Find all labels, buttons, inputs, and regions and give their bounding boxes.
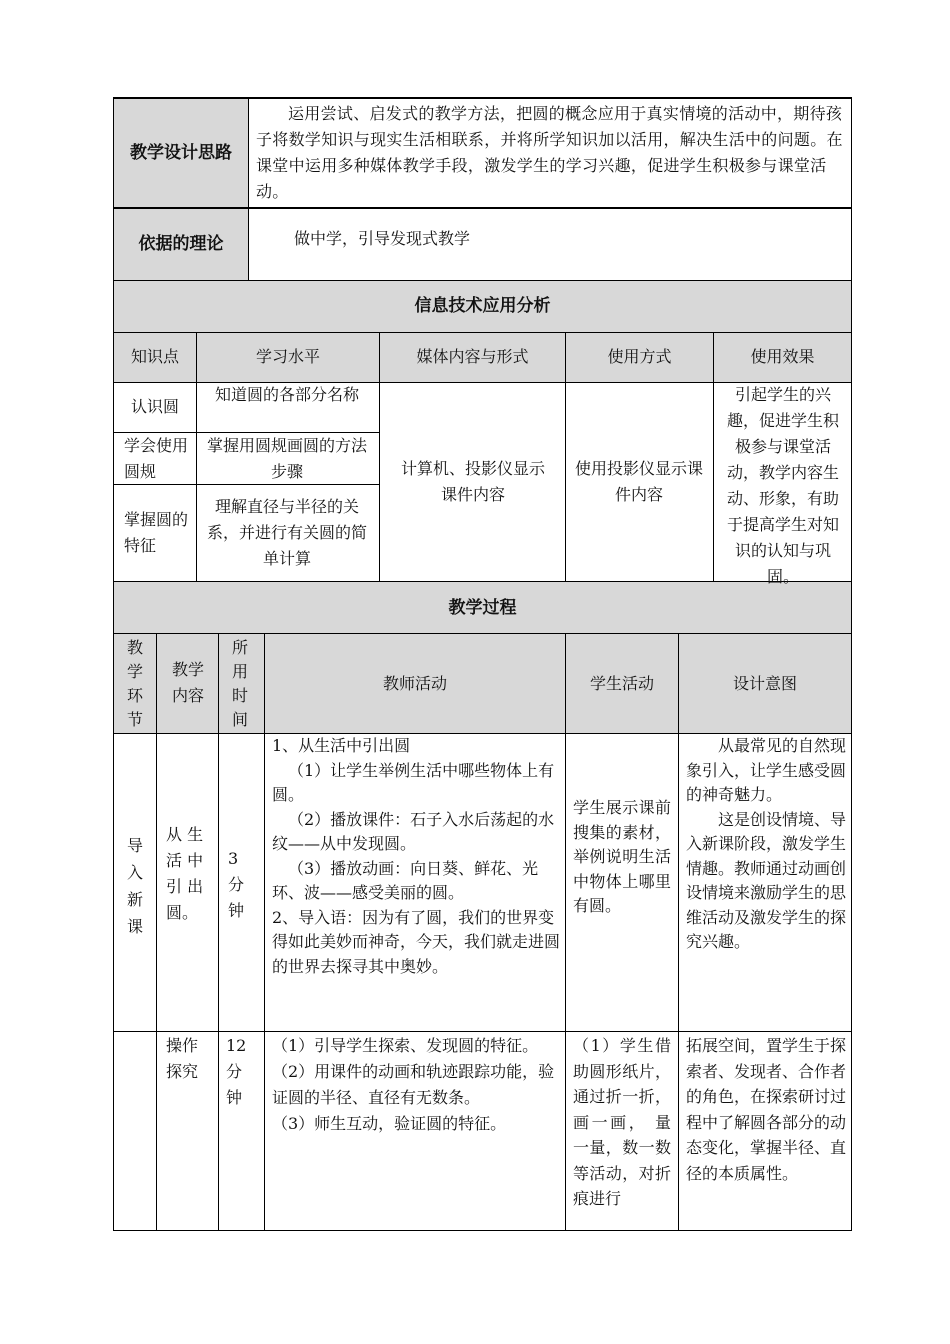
row1-stage: 导 入 新 课 [126, 836, 143, 936]
it-usage: 使用投影仪显示课件内容 [574, 459, 703, 504]
row2-content: 操作 探究 [166, 1036, 199, 1081]
it-header-media: 媒体内容与形式 [416, 347, 529, 366]
it-header-effect: 使用效果 [750, 347, 815, 366]
it-row-level: 掌握用圆规画圆的方法步骤 [206, 436, 367, 481]
it-header-usage: 使用方式 [607, 347, 672, 366]
process-header-time: 所 用 时 间 [232, 638, 249, 729]
rule [678, 633, 679, 1231]
it-row-point: 学会使用圆规 [124, 436, 189, 481]
it-row-level: 理解直径与半径的关系，并进行有关圆的简单计算 [206, 497, 367, 568]
rule [113, 332, 852, 333]
rule [156, 633, 157, 1231]
rule [113, 97, 852, 99]
row2-time: 12 分 钟 [226, 1036, 247, 1107]
row1-content: 从 生 活 中 引 出 圆。 [166, 825, 204, 922]
row2-intent: 拓展空间，置学生于探索者、发现者、合作者的角色，在探索研讨过程中了解圆各部分的动态变化，掌握半径、直径的本质属性。 [686, 1036, 847, 1183]
process-header-student: 学生活动 [589, 674, 654, 693]
rule [113, 207, 852, 209]
row1-time: 3 分 钟 [228, 849, 245, 920]
process-header-teacher: 教师活动 [382, 674, 447, 693]
process-title: 教学过程 [448, 598, 517, 618]
it-header-point: 知识点 [130, 347, 179, 366]
theory-text: 做中学，引导发现式教学 [294, 229, 471, 248]
it-analysis-title: 信息技术应用分析 [414, 296, 551, 316]
it-row-point: 认识圆 [130, 397, 179, 416]
rule [851, 97, 852, 1231]
process-header-content: 教学内容 [171, 660, 204, 705]
rule [113, 1031, 852, 1032]
row1-teacher: 1、从生活中引出圆 （1）让学生举例生活中哪些物体上有圆。 （2）播放课件：石子入水后荡起的水纹——从中发现圆。 （3）播放动画：向日葵、鲜花、光环、波——感受美丽的圆。 2、导入语：因为有了圆，我们的世界变得如此美妙而神奇，今天，我们就走进圆的世界去探寻其中奥妙。 [272, 736, 561, 976]
it-media: 计算机、投影仪显示课件内容 [400, 459, 545, 504]
design-label: 教学设计思路 [130, 143, 232, 163]
design-text: 运用尝试、启发式的教学方法，把圆的概念应用于真实情境的活动中，期待孩子将数学知识与现实生活相联系，并将所学知识加以活用，解决生活中的问题。在课堂中运用多种媒体教学手段，激发学生的学习兴趣，促进学生积极参与课堂活动。 [256, 104, 843, 201]
rule [113, 280, 852, 281]
row1-intent: 从最常见的自然现象引入，让学生感受圆的神奇魅力。 这是创设情境、导入新课阶段，激发学生情趣。教师通过动画创设情境来激励学生的思维活动及激发学生的探究兴趣。 [686, 736, 847, 951]
it-header-level: 学习水平 [255, 347, 320, 366]
it-effect: 引起学生的兴趣，促进学生积极参与课堂活动，教学内容生动、形象，有助于提高学生对知识的认知与巩固。 [726, 385, 839, 586]
rule [565, 633, 566, 1231]
theory-label: 依据的理论 [138, 234, 224, 254]
rule [113, 1230, 852, 1231]
it-row-level: 知道圆的各部分名称 [214, 385, 359, 404]
rule [248, 97, 249, 281]
row2-teacher: （1）引导学生探索、发现圆的特征。 （2）用课件的动画和轨迹跟踪功能，验证圆的半径、直径有无数条。 （3）师生互动，验证圆的特征。 [272, 1036, 555, 1133]
row1-student: 学生展示课前搜集的素材，举例说明生活中物体上哪里有圆。 [573, 798, 671, 915]
rule [264, 633, 265, 1231]
process-header-intent: 设计意图 [732, 674, 797, 693]
row2-student: （1）学生借助圆形纸片，通过折一折，画一画， 量一量，数一数等活动，对折痕进行 [573, 1036, 671, 1208]
rule [113, 633, 852, 634]
process-header-stage: 教 学 环 节 [126, 638, 143, 729]
it-row-point: 掌握圆的特征 [124, 510, 189, 555]
